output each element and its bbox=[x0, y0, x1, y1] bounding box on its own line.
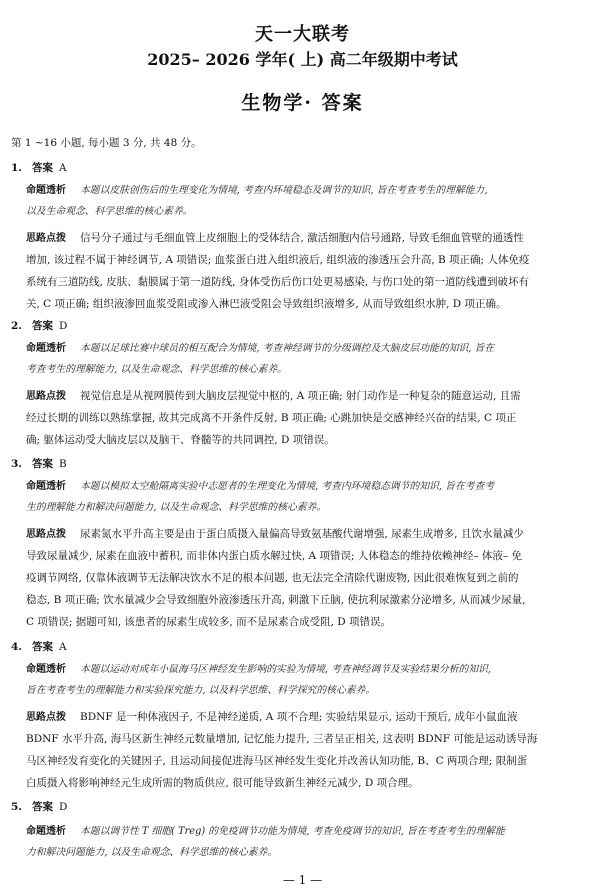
intent-line: 命题透析 本题以足球比赛中球员的相互配合为情境, 考查神经调节的分级调控及大脑皮层功能的知识, 旨在 bbox=[26, 343, 495, 354]
question-1-answer bbox=[11, 161, 605, 175]
intent-label: 命题透析 bbox=[26, 664, 66, 675]
question-number: 2. bbox=[11, 320, 22, 332]
answer-value: A bbox=[58, 162, 67, 174]
answer-label: 答案 bbox=[31, 641, 53, 653]
intent-line: 以及生命观念、科学思维的核心素养。 bbox=[26, 206, 193, 217]
hint-line: 增加, 该过程不属于神经调节, A 项错误; 血浆蛋白进入组织液后, 组织液的渗透压会升高, B 项正确; 人体免疫 bbox=[26, 254, 530, 266]
intent-line: 旨在考查考生的理解能力和实验探究能力, 以及科学思维、科学探究的核心素养。 bbox=[26, 685, 376, 696]
answer-label: 答案 bbox=[31, 162, 53, 174]
hint-line: 系统有三道防线, 皮肤、黏膜属于第一道防线, 身体受伤后伤口处更易感染, 与伤口处的第一道防线遭到破坏有 bbox=[26, 276, 530, 288]
hint-line: 思路点拨 视觉信息是从视网膜传到大脑皮层视觉中枢的, A 项正确; 射门动作是一种复杂的随意运动, 且需 bbox=[26, 390, 521, 402]
intent-line: 考查考生的理解能力, 以及生命观念、科学思维的核心素养。 bbox=[26, 364, 287, 375]
answer-label: 答案 bbox=[31, 320, 53, 332]
question-number: 4. bbox=[11, 641, 22, 653]
intent-line: 生的理解能力和解决问题能力, 以及生命观念、科学思维的核心素养。 bbox=[26, 502, 327, 513]
section-intro: 第 1 ~16 小题, 每小题 3 分, 共 48 分。 bbox=[11, 137, 202, 149]
hint-line: 确; 躯体运动受大脑皮层以及脑干、脊髓等的共同调控, D 项错误。 bbox=[26, 434, 335, 446]
hint-line: 导致尿量减少, 尿素在血液中蓄积, 而非体内蛋白质水解过快, A 项错误; 人体稳态的维持依赖神经– 体液– 免 bbox=[26, 550, 522, 562]
hint-line: BDNF 水平升高, 海马区新生神经元数量增加, 记忆能力提升, 三者呈正相关, 这表明 BDNF 可能是运动诱导海 bbox=[26, 733, 538, 745]
intent-line: 命题透析 本题以模拟太空舱隔离实验中志愿者的生理变化为情境, 考查内环境稳态调节的知识, 旨在考查考 bbox=[26, 481, 495, 492]
question-2-answer bbox=[11, 319, 605, 333]
question-5-answer bbox=[11, 800, 605, 814]
page-number: — 1 — bbox=[282, 873, 323, 887]
hint-line: 经过长期的训练以熟练掌握, 故其完成离不开条件反射, B 项正确; 心跳加快是交感神经兴奋的结果, C 项正 bbox=[26, 412, 517, 424]
intent-line: 命题透析 本题以运动对成年小鼠海马区神经发生影响的实验为情境, 考查神经调节及实验结果分析的知识, bbox=[26, 664, 492, 675]
intent-line: 命题透析 本题以调节性 T 细胞( Treg) 的免疫调节功能为情境, 考查免疫调节的知识, 旨在考查考生的理解能 bbox=[26, 826, 505, 837]
hint-line: 白质摄入将影响神经元生成所需的物质供应, 很可能导致新生神经元减少, D 项合理。 bbox=[26, 777, 419, 789]
hint-label: 思路点拨 bbox=[26, 391, 66, 402]
hint-line: 思路点拨 尿素氮水平升高主要是由于蛋白质摄入量偏高导致氨基酸代谢增强, 尿素生成增多, 且饮水量减少 bbox=[26, 528, 524, 540]
exam-title: 天一大联考 bbox=[255, 24, 350, 45]
intent-line: 命题透析 本题以皮肤创伤后的生理变化为情境, 考查内环境稳态及调节的知识, 旨在考查考生的理解能力, bbox=[26, 185, 488, 196]
answer-value: A bbox=[58, 641, 67, 653]
hint-line: 马区神经发育变化的关键因子, 且运动间接促进海马区神经发生变化并改善认知功能, B、C 两项合理; 限制蛋 bbox=[26, 755, 528, 767]
exam-subtitle: 2025– 2026 学年( 上) 高二年级期中考试 bbox=[147, 50, 458, 69]
question-4-answer bbox=[11, 640, 605, 654]
intent-line: 力和解决问题能力, 以及生命观念、科学思维的核心素养。 bbox=[26, 847, 278, 858]
hint-label: 思路点拨 bbox=[26, 712, 66, 723]
answer-label: 答案 bbox=[31, 458, 53, 470]
intent-label: 命题透析 bbox=[26, 826, 66, 837]
answer-value: D bbox=[58, 801, 68, 813]
hint-line: C 项错误; 据题可知, 该患者的尿素生成较多, 而不是尿素合成受阻, D 项错误。 bbox=[26, 616, 392, 628]
question-number: 3. bbox=[11, 458, 22, 470]
hint-label: 思路点拨 bbox=[26, 529, 66, 540]
answer-value: B bbox=[58, 458, 67, 470]
hint-line: 稳态, B 项正确; 饮水量减少会导致细胞外液渗透压升高, 刺激下丘脑, 使抗利尿激素分泌增多, 从而减少尿量, bbox=[26, 594, 526, 606]
hint-line: 疫调节网络, 仅靠体液调节无法解决饮水不足的根本问题, 也无法完全清除代谢废物, 因此很难恢复到之前的 bbox=[26, 572, 519, 584]
question-number: 5. bbox=[11, 801, 22, 813]
hint-line: 思路点拨 BDNF 是一种体液因子, 不是神经递质, A 项不合理; 实验结果显示, 运动干预后, 成年小鼠血液 bbox=[26, 711, 518, 723]
intent-label: 命题透析 bbox=[26, 343, 66, 354]
intent-label: 命题透析 bbox=[26, 185, 66, 196]
intent-label: 命题透析 bbox=[26, 481, 66, 492]
answer-value: D bbox=[58, 320, 68, 332]
hint-line: 关, C 项正确; 组织液渗回血浆受阻或渗入淋巴液受阻会导致组织液增多, 从而导致组织水肿, D 项正确。 bbox=[26, 298, 507, 310]
hint-label: 思路点拨 bbox=[26, 233, 66, 244]
answer-label: 答案 bbox=[31, 801, 53, 813]
answer-title: 生物学· 答案 bbox=[241, 92, 364, 114]
question-number: 1. bbox=[11, 162, 22, 174]
question-3-answer bbox=[11, 457, 605, 471]
hint-line: 思路点拨 信号分子通过与毛细血管上皮细胞上的受体结合, 激活细胞内信号通路, 导致毛细血管壁的通透性 bbox=[26, 232, 524, 244]
